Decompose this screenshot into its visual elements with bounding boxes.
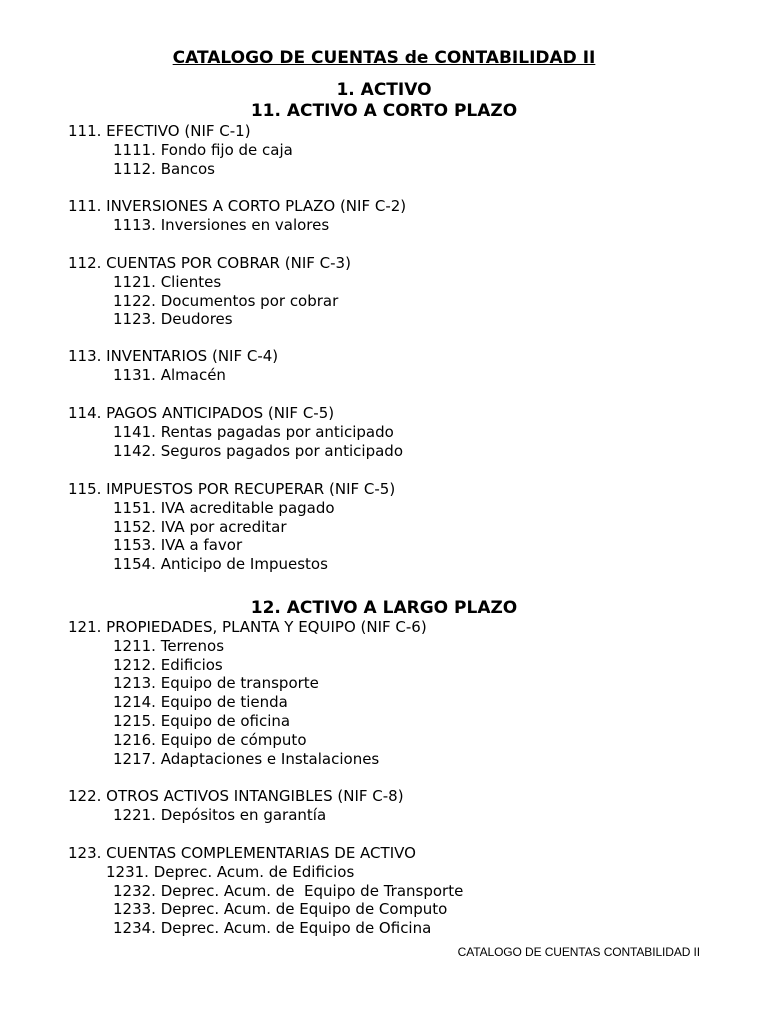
list-item: 1217. Adaptaciones e Instalaciones [113, 749, 380, 768]
list-item: 1212. Edificios [113, 655, 223, 674]
list-item: 1113. Inversiones en valores [113, 215, 330, 234]
list-item: 1154. Anticipo de Impuestos [113, 555, 328, 574]
heading-activo-largo-plazo: 12. ACTIVO A LARGO PLAZO [250, 598, 518, 618]
group-title: 121. PROPIEDADES, PLANTA Y EQUIPO (NIF C-6) [68, 618, 427, 636]
group-title: 122. OTROS ACTIVOS INTANGIBLES (NIF C-8) [68, 787, 404, 805]
group-title: 111. EFECTIVO (NIF C-1) [68, 122, 251, 140]
heading-activo-corto-plazo: 11. ACTIVO A CORTO PLAZO [250, 101, 518, 121]
list-item: 1231. Deprec. Acum. de Edificios [106, 862, 355, 881]
list-item: 1213. Equipo de transporte [113, 674, 319, 693]
group-title: 112. CUENTAS POR COBRAR (NIF C-3) [68, 254, 351, 272]
account-group-impuestos-por-recuperar [68, 480, 748, 574]
account-group-cuentas-complementarias [68, 844, 748, 938]
list-item: 1211. Terrenos [113, 636, 225, 655]
group-title: 123. CUENTAS COMPLEMENTARIAS DE ACTIVO [68, 844, 416, 862]
list-item: 1141. Rentas pagadas por anticipado [113, 422, 394, 441]
page-title: CATALOGO DE CUENTAS de CONTABILIDAD II [172, 48, 596, 68]
list-item: 1112. Bancos [113, 159, 215, 178]
account-group-activos-intangibles [68, 787, 748, 825]
list-item: 1111. Fondo fijo de caja [113, 140, 293, 159]
list-item: 1232. Deprec. Acum. de Equipo de Transporte [113, 881, 464, 900]
list-item: 1214. Equipo de tienda [113, 693, 288, 712]
list-item: 1216. Equipo de cómputo [113, 730, 307, 749]
page-footer: CATALOGO DE CUENTAS CONTABILIDAD II [457, 945, 700, 959]
list-item: 1152. IVA por acreditar [113, 517, 287, 536]
group-title: 114. PAGOS ANTICIPADOS (NIF C-5) [68, 404, 335, 422]
account-group-inventarios [68, 347, 748, 385]
list-item: 1122. Documentos por cobrar [113, 291, 339, 310]
heading-activo: 1. ACTIVO [336, 80, 432, 100]
group-title: 111. INVERSIONES A CORTO PLAZO (NIF C-2) [68, 197, 407, 215]
account-group-pagos-anticipados [68, 404, 748, 460]
group-title: 115. IMPUESTOS POR RECUPERAR (NIF C-5) [68, 480, 396, 498]
group-title: 113. INVENTARIOS (NIF C-4) [68, 347, 279, 365]
account-group-inversiones [68, 197, 748, 235]
list-item: 1142. Seguros pagados por anticipado [113, 441, 404, 460]
list-item: 1131. Almacén [113, 365, 226, 384]
list-item: 1121. Clientes [113, 272, 222, 291]
account-group-cuentas-por-cobrar [68, 254, 748, 329]
list-item: 1233. Deprec. Acum. de Equipo de Computo [113, 900, 448, 919]
list-item: 1221. Depósitos en garantía [113, 805, 327, 824]
list-item: 1234. Deprec. Acum. de Equipo de Oficina [113, 919, 432, 938]
account-group-efectivo [68, 122, 748, 178]
list-item: 1215. Equipo de oficina [113, 711, 291, 730]
list-item: 1153. IVA a favor [113, 536, 243, 555]
list-item: 1123. Deudores [113, 310, 233, 329]
list-item: 1151. IVA acreditable pagado [113, 498, 335, 517]
account-group-propiedades-planta-equipo [68, 618, 748, 768]
